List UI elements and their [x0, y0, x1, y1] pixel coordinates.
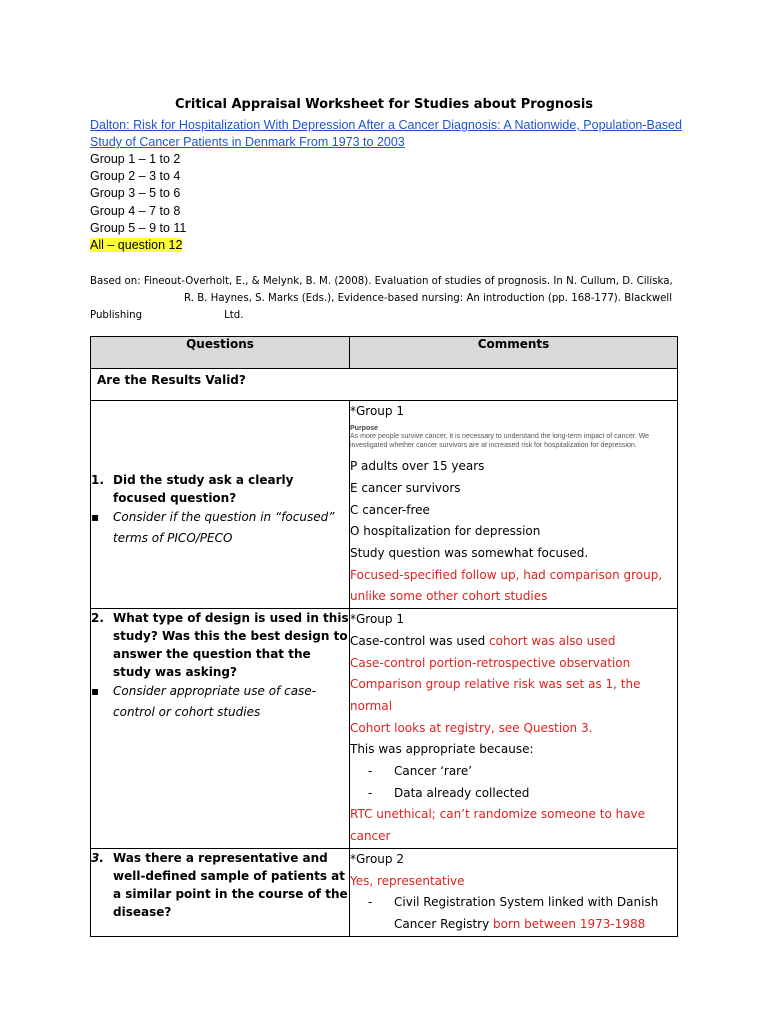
pico-e: E cancer survivors — [350, 480, 461, 495]
list-item — [350, 783, 677, 805]
list-item-text: Data already collected — [394, 785, 530, 800]
red-comment: Focused-specified follow up, had comparison group, unlike some other cohort studies — [350, 567, 663, 604]
article-link[interactable]: Dalton: Risk for Hospitalization With Depression After a Cancer Diagnosis: A Nationwide, Population-Based Study of Cancer Patients in Denmark From 1973 to 2003 — [90, 118, 682, 150]
red-comment: RTC unethical; can’t randomize someone to have cancer — [350, 807, 646, 844]
group-assignment-list — [90, 151, 490, 254]
section-row — [91, 369, 678, 401]
purpose-title: Purpose — [350, 424, 379, 432]
comment-cell — [350, 609, 678, 849]
table-header-row — [91, 337, 678, 369]
page-title: Critical Appraisal Worksheet for Studies about Prognosis — [174, 97, 594, 112]
question-cell — [91, 848, 350, 936]
table-row — [91, 401, 678, 609]
header-comments: Comments — [350, 337, 678, 369]
pico-o: O hospitalization for depression — [350, 524, 541, 539]
group-label: *Group 1 — [350, 404, 404, 418]
question-text: What type of design is used in this study? Was this the best design to answer the question that the study was asking? — [113, 611, 349, 680]
group-label: *Group 1 — [350, 612, 404, 627]
question-text: Did the study ask a clearly focused question? — [113, 472, 294, 505]
design-comment — [350, 631, 677, 653]
appropriate-comment: This was appropriate because: — [350, 742, 534, 757]
list-item-text — [394, 892, 677, 935]
citation-line-2: R. B. Haynes, S. Marks (Eds.), Evidence-based nursing: An introduction (pp. 168-177). Blackwell — [184, 293, 673, 304]
red-comment: Case-control portion-retrospective observation — [350, 655, 631, 670]
citation — [90, 273, 690, 324]
bullet-icon: ▪ — [91, 684, 100, 699]
dash-bullet: - — [368, 764, 373, 779]
design-black: Case-control was used — [350, 633, 490, 648]
purpose-excerpt — [350, 425, 677, 451]
purpose-text: As more people survive cancer, it is necessary to understand the long-term impact of cancer. We investigated whether cancer survivors are at increased risk for hospitalization for depression. — [350, 433, 650, 449]
question-number: 2. — [91, 611, 104, 626]
registry-text: Civil Registration System linked with Danish Cancer Registry — [394, 895, 659, 931]
dash-bullet: - — [368, 895, 373, 910]
list-item — [350, 761, 677, 783]
citation-publisher: Publishing — [90, 310, 143, 321]
red-comment: Yes, representative — [350, 873, 465, 888]
citation-ltd: Ltd. — [224, 310, 244, 321]
group-label: *Group 2 — [350, 851, 404, 866]
question-number: 3. — [91, 850, 104, 865]
all-groups-item — [90, 237, 490, 254]
question-cell — [91, 609, 350, 849]
pico-p: P adults over 15 years — [350, 459, 485, 474]
question-cell — [91, 401, 350, 609]
focus-comment: Study question was somewhat focused. — [350, 546, 589, 561]
header-questions: Questions — [91, 337, 350, 369]
question-number: 1. — [91, 472, 104, 487]
list-item-text: Cancer ‘rare’ — [394, 764, 473, 779]
design-red: cohort was also used — [489, 633, 616, 648]
appraisal-table — [90, 336, 678, 937]
comment-cell — [350, 401, 678, 609]
highlighted-text: All – question 12 — [90, 237, 183, 252]
question-hint: Consider if the question in “focused” terms of PICO/PECO — [113, 509, 335, 545]
citation-line-1: Based on: Fineout-Overholt, E., & Melynk, B. M. (2008). Evaluation of studies of prognosis. In N. Cullum, D. Ciliska, — [90, 276, 673, 287]
citation-line-3 — [90, 307, 690, 324]
question-hint: Consider appropriate use of case-control or cohort studies — [113, 684, 317, 720]
question-text: Was there a representative and well-defined sample of patients at a similar point in the course of the disease? — [113, 850, 348, 919]
bullet-icon: ▪ — [91, 509, 100, 524]
table-row — [91, 609, 678, 849]
pico-c: C cancer-free — [350, 502, 430, 517]
list-item — [350, 892, 677, 935]
group-item: Group 3 – 5 to 6 — [90, 186, 181, 201]
group-item: Group 4 – 7 to 8 — [90, 203, 181, 218]
red-comment: Cohort looks at registry, see Question 3. — [350, 720, 593, 735]
group-item: Group 5 – 9 to 11 — [90, 220, 187, 235]
table-row — [91, 848, 678, 936]
section-title: Are the Results Valid? — [91, 369, 678, 401]
group-item: Group 2 – 3 to 4 — [90, 169, 181, 184]
registry-red: born between 1973-1988 — [493, 916, 646, 931]
group-item: Group 1 – 1 to 2 — [90, 152, 181, 166]
comment-cell — [350, 848, 678, 936]
dash-bullet: - — [368, 785, 373, 800]
red-comment: Comparison group relative risk was set as 1, the normal — [350, 677, 641, 713]
